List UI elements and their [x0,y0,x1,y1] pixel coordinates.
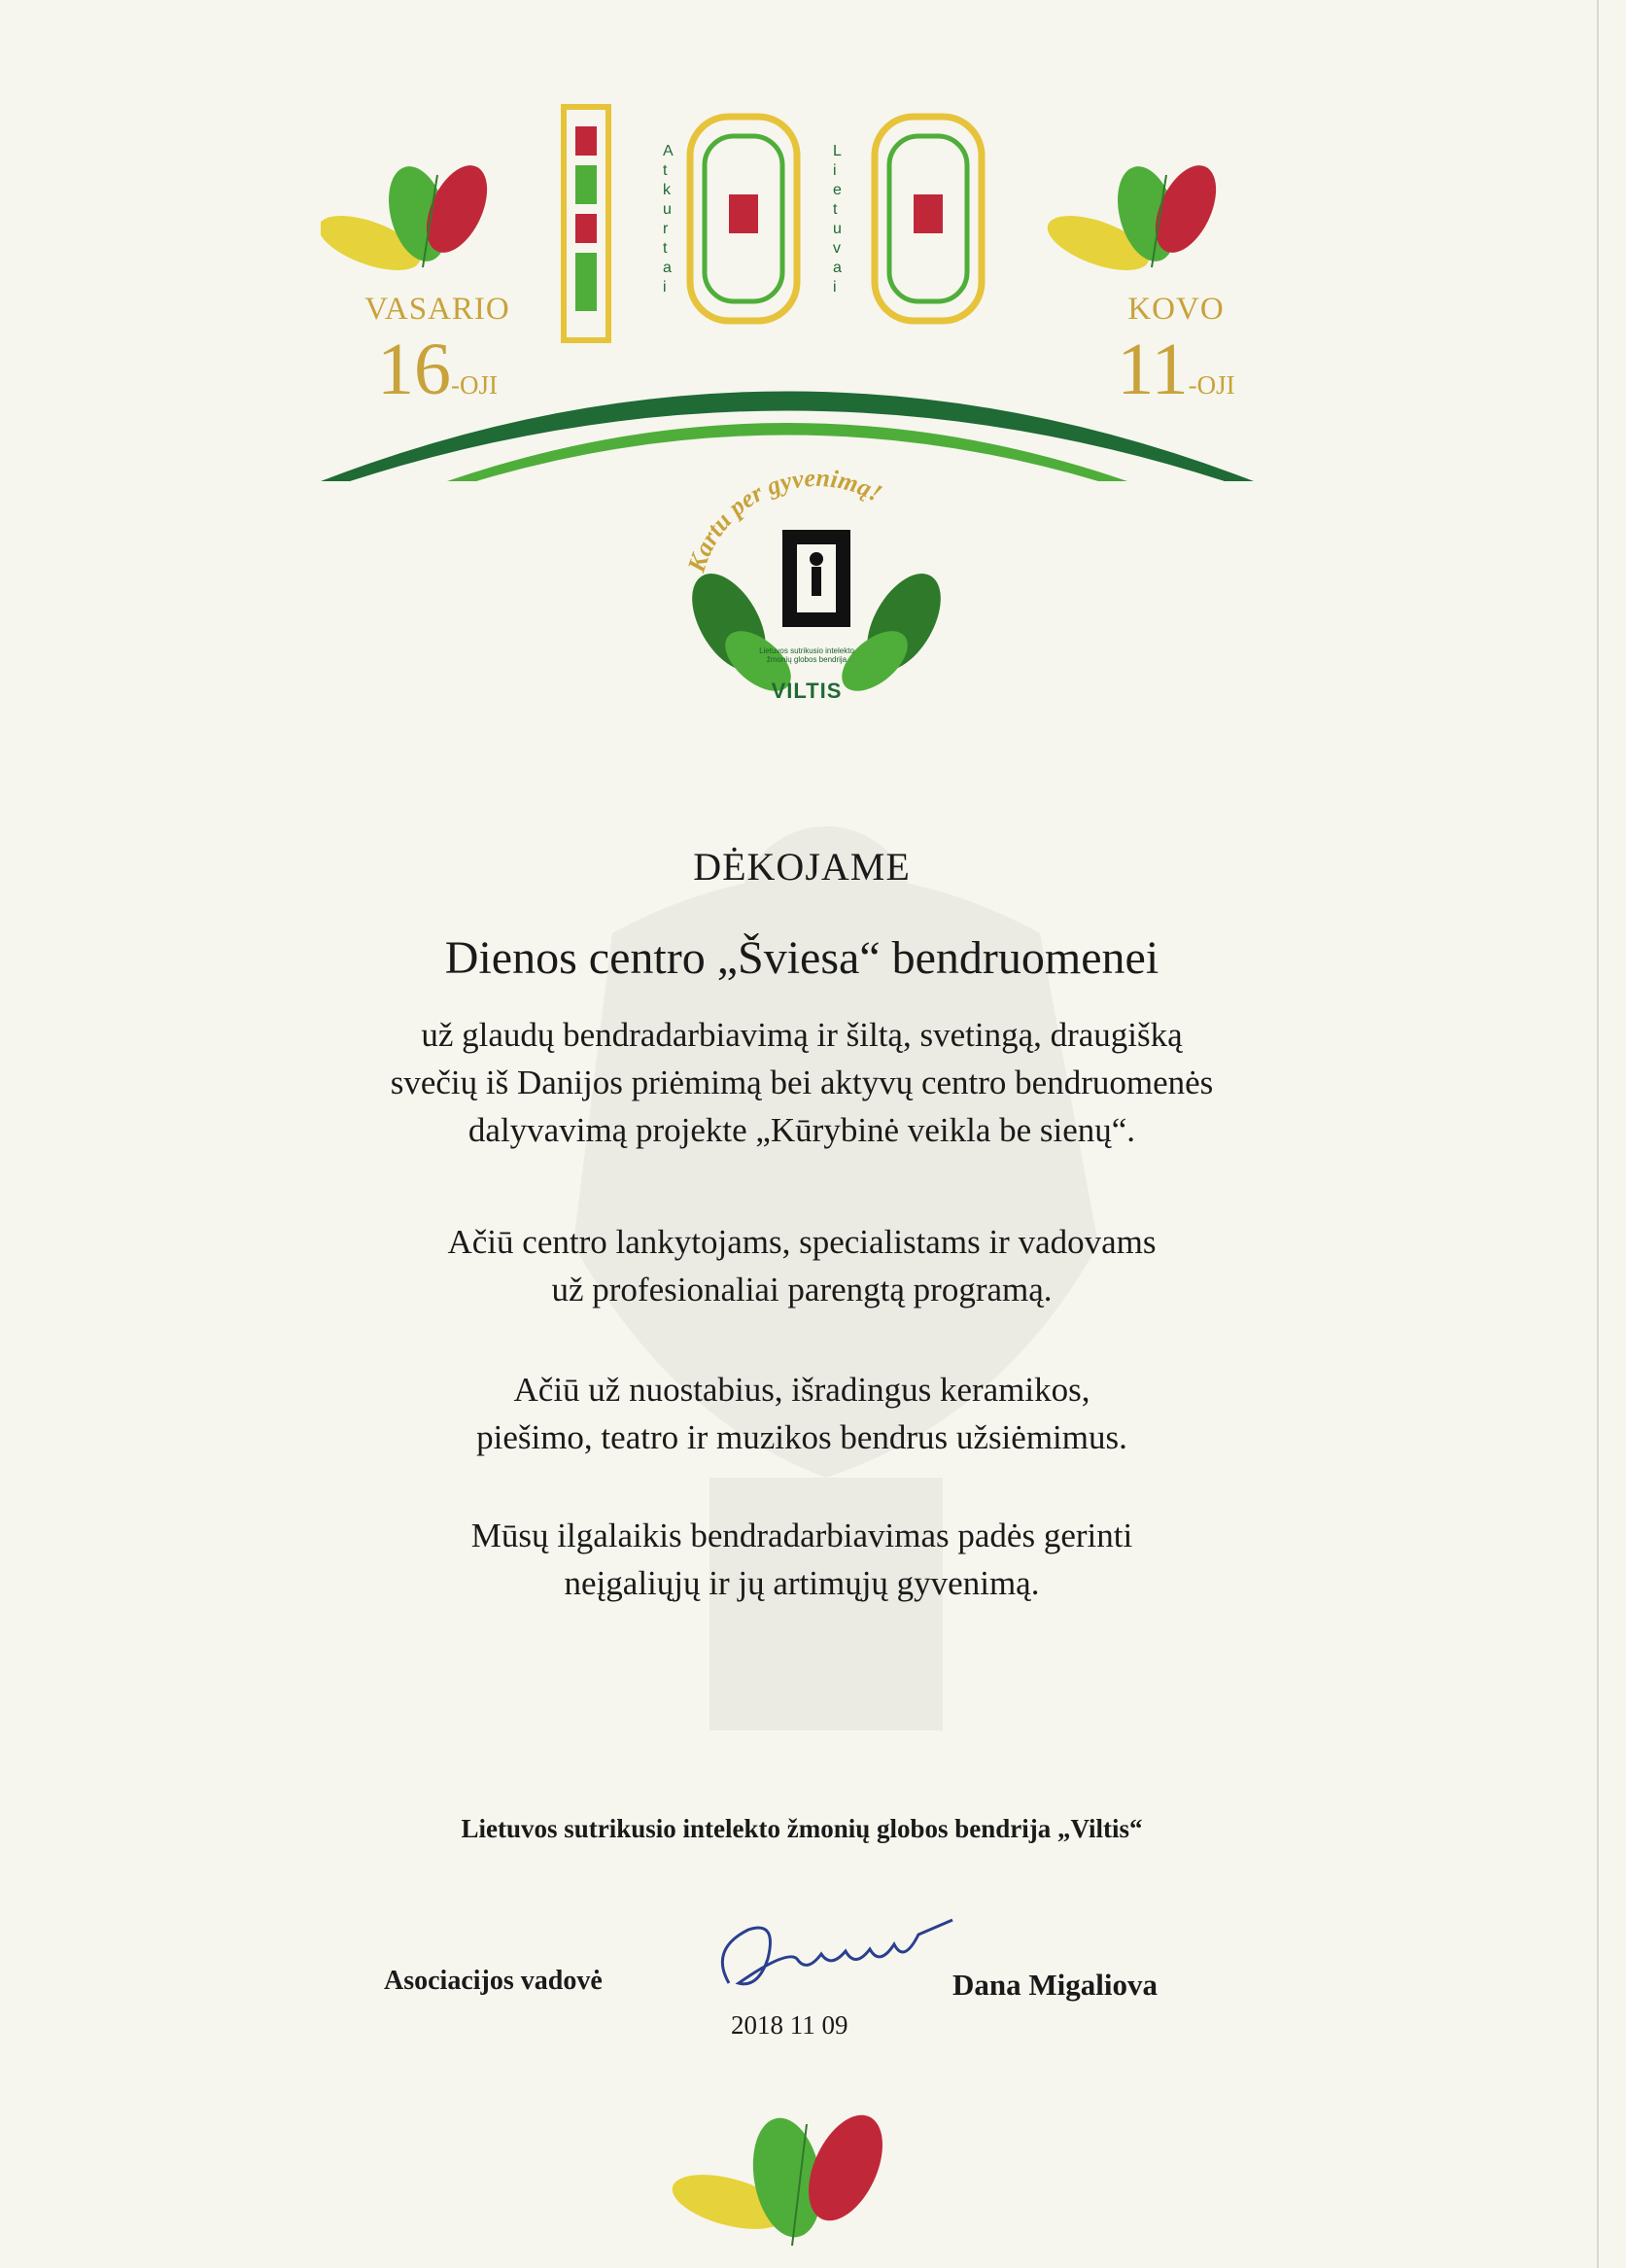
paragraph-line: piešimo, teatro ir muzikos bendrus užsiėmimus. [476,1418,1127,1456]
door-person-icon [782,530,850,627]
centenary-100-icon [564,107,982,340]
start-date [340,292,535,412]
end-day-suffix: -OJI [1188,370,1235,400]
vertical-text-left: A t k u r t a i [663,143,674,296]
paragraph-line: už profesionaliai parengtą programą. [551,1271,1053,1308]
oak-leaves-left-icon [321,157,500,282]
issue-date: 2018 11 09 [731,2010,848,2040]
paragraph-line: Ačiū už nuostabius, išradingus keramikos, [513,1371,1090,1409]
end-date [1079,292,1273,412]
handwritten-signature [700,1891,962,2017]
certificate-title: DĖKOJAME [693,845,911,889]
oak-leaves-footer-icon [671,2110,923,2255]
paragraph-4 [0,1512,1604,1607]
paragraph-line: Mūsų ilgalaikis bendradarbiavimas padės gerinti [470,1517,1133,1554]
recipient-line: Dienos centro „Šviesa“ bendruomenei [444,932,1159,984]
end-month: KOVO [1127,292,1225,327]
logo-org-name: VILTIS [771,679,843,703]
logo-slogan: Kartu per gyvenimą! [681,463,887,576]
oak-leaves-right-icon [1041,157,1228,282]
paragraph-line: neįgaliųjų ir jų artimųjų gyvenimą. [564,1564,1040,1602]
paragraph-line: Ačiū centro lankytojams, specialistams ir vadovams [447,1223,1157,1261]
issuing-organization: Lietuvos sutrikusio intelekto žmonių globos bendrija „Viltis“ [461,1814,1143,1843]
paragraph-2 [0,1218,1604,1313]
paragraph-line: dalyvavimą projekte „Kūrybinė veikla be sienų“. [467,1111,1136,1149]
paragraph-3 [0,1366,1604,1461]
start-day-suffix: -OJI [451,370,498,400]
paragraph-line: už glaudų bendradarbiavimą ir šiltą, svetingą, draugišką [421,1016,1183,1054]
end-day: 11 [1117,329,1189,410]
vertical-text-right: L i e t u v a i [833,143,842,296]
start-day: 16 [377,329,451,410]
signer-role: Asociacijos vadovė [384,1966,603,1996]
paragraph-line: svečių iš Danijos priėmimą bei aktyvų centro bendruomenės [390,1064,1214,1101]
logo-org-subtitle: Lietuvos sutrikusio intelekto žmonių globos bendrija [759,646,854,664]
start-month: VASARIO [364,292,510,327]
signer-name: Dana Migaliova [952,1968,1158,2002]
paragraph-1 [0,1011,1604,1154]
